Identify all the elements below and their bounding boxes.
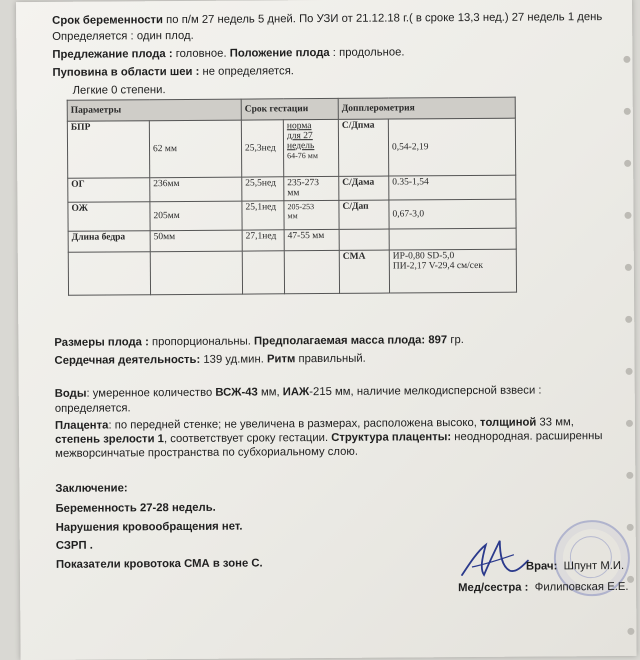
- gestational-age-line: Срок беременности по п/м 27 недель 5 дней. По УЗИ от 21.12.18 г.( в сроке 13,3 нед.) 27 недель 1 день: [52, 11, 603, 27]
- table-row: БПР 62 мм 25,3нед норма для 27 недель 64-76 мм С/Дпма 0,54-2,19: [67, 118, 515, 178]
- conclusion-title: Заключение:: [55, 482, 128, 495]
- doctor-signature: [456, 531, 532, 584]
- measurements-table: [67, 97, 517, 296]
- umbilical-cord-line: Пуповина в области шеи : не определяется.: [52, 65, 294, 79]
- placenta-line: Плацента: по передней стенке; не увеличена в размерах, расположена высоко, толщиной 33 мм,: [54, 416, 574, 432]
- amniotic-fluid-line: Воды: умеренное количество ВСЖ-43 мм, ИАЖ-215 мм, наличие мелкодисперсной взвеси :: [54, 384, 542, 400]
- fetus-count-line: Определяется : один плод.: [52, 29, 194, 43]
- table-row: ОГ 236мм 25,5нед 235-273 мм С/Дама 0.35-1,54: [68, 175, 516, 202]
- heart-activity-line: Сердечная деятельность: 139 уд.мин. Ритм правильный.: [54, 352, 366, 367]
- conclusion-line: Беременность 27-28 недель.: [55, 501, 216, 515]
- doctor-line: Врач: Шпунт М.И.: [525, 559, 625, 573]
- lungs-line: Легкие 0 степени.: [72, 84, 166, 97]
- conclusion-line: Нарушения кровообращения нет.: [55, 520, 243, 534]
- fetal-position-line: Предлежание плода : головное. Положение плода : продольное.: [52, 46, 405, 61]
- conclusion-line: Показатели кровотока СМА в зоне С.: [55, 557, 263, 571]
- header-params: Параметры: [67, 99, 241, 121]
- table-row: ОЖ 205мм 25,1нед 205-253 мм С/Дап 0,67-3,0: [68, 199, 516, 231]
- table-row: СМА ИР-0,80 SD-5,0 ПИ-2,17 V-29,4 см/сек: [68, 249, 516, 295]
- placenta-line-2: степень зрелости 1, соответствует сроку гестации. Структура плаценты: неоднородная. расширенны: [55, 430, 603, 446]
- nurse-line: Мед/сестра : Филиповская Е.Е.: [458, 580, 629, 595]
- header-gestation: Срок гестации: [241, 98, 338, 120]
- table-row: Длина бедра 50мм 27,1нед 47-55 мм: [68, 228, 516, 252]
- placenta-line-3: межворсинчатые пространства по субхориальному слою.: [55, 445, 359, 460]
- amniotic-fluid-line-2: определяется.: [54, 402, 131, 415]
- fetal-size-line: Размеры плода : пропорциональны. Предполагаемая масса плода: 897 гр.: [54, 334, 464, 349]
- conclusion-line: СЗРП .: [55, 539, 93, 552]
- document-page: [16, 0, 637, 660]
- header-doppler: Допплерометрия: [338, 97, 515, 119]
